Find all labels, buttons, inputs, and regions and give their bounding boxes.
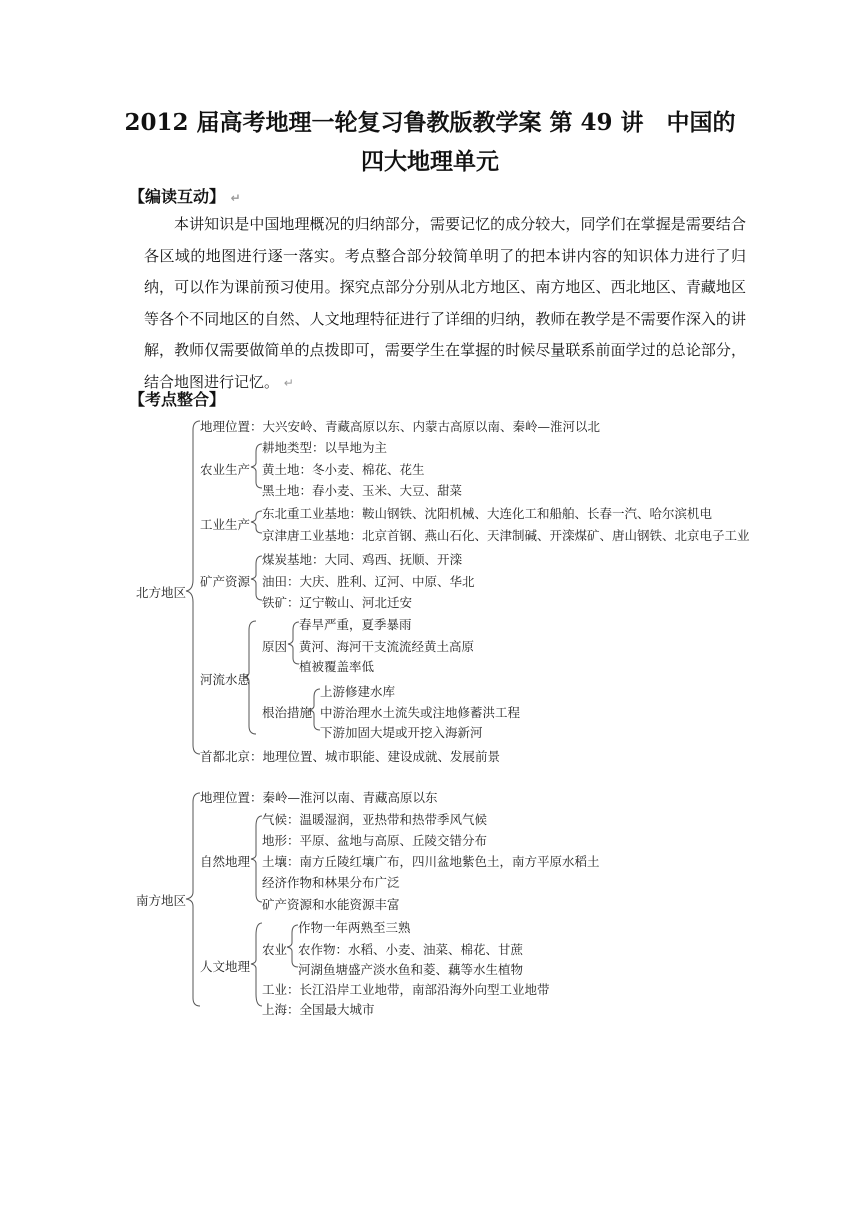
south-natural-item: 地形：平原、盆地与高原、丘陵交错分布 [262,833,488,848]
north-minerals-item: 煤炭基地：大同、鸡西、抚顺、开滦 [262,552,463,567]
north-agri-item: 黄土地：冬小麦、棉花、花生 [262,462,425,477]
south-natural-item: 矿产资源和水能资源丰富 [262,897,400,912]
south-agri-item: 河湖鱼塘盛产淡水鱼和菱、藕等水生植物 [298,962,524,977]
north-fix-label: 根治措施 [262,705,313,720]
south-industry: 工业：长江沿岸工业地带，南部沿海外向型工业地带 [262,982,550,997]
south-agri-label: 农业 [262,942,288,957]
north-capital: 首都北京：地理位置、城市职能、建设成就、发展前景 [200,749,501,764]
north-industry-label: 工业生产 [200,517,251,532]
south-shanghai: 上海：全国最大城市 [262,1002,375,1017]
north-river-label: 河流水患 [200,672,251,687]
page-title-line2: 四大地理单元 [361,148,499,175]
north-minerals-item: 油田：大庆、胜利、辽河、中原、华北 [262,574,475,589]
north-fix-item: 中游治理水土流失或注地修蓄洪工程 [320,705,521,720]
return-mark-icon: ↵ [283,375,294,390]
south-agri-item: 农作物：水稻、小麦、油菜、棉花、甘蔗 [298,942,524,957]
section-heading-summary: 【考点整合】 [129,390,226,409]
south-natural-item: 土壤：南方丘陵红壤广布，四川盆地紫色土，南方平原水稻土 [262,854,600,869]
section-heading-intro: 【编读互动】 ↵ [129,187,241,206]
south-natural-item: 气候：温暖湿润，亚热带和热带季风气候 [262,812,488,827]
return-mark-icon: ↵ [230,191,241,205]
north-cause-item: 植被覆盖率低 [299,659,375,674]
north-industry-item: 京津唐工业基地：北京首钢、燕山石化、天津制碱、开滦煤矿、唐山钢铁、北京电子工业 [262,528,750,543]
north-location: 地理位置：大兴安岭、青藏高原以东、内蒙古高原以南、秦岭—淮河以北 [200,419,601,434]
intro-text: 本讲知识是中国地理概况的归纳部分，需要记忆的成分较大，同学们在掌握是需要结合各区域的地图进行逐一落实。考点整合部分较简单明了的把本讲内容的知识体力进行了归纳，可以作为课前预习使用。探究点部分分别从北方地区、南方地区、西北地区、青藏地区等各个不同地区的自然、人文地理特征进行了详细的归纳，教师在教学是不需要作深入的讲解，教师仅需要做简单的点拨即可，需要学生在掌握的时候尽量联系前面学过的总论部分，结合地图进行记忆。 [144,215,746,391]
north-fix-item: 上游修建水库 [320,684,396,699]
north-cause-label: 原因 [262,639,288,654]
north-agri-item: 黑土地：春小麦、玉米、大豆、甜菜 [262,483,463,498]
south-natural-label: 自然地理 [200,854,251,869]
south-location: 地理位置：秦岭—淮河以南、青藏高原以东 [200,790,438,805]
north-minerals-label: 矿产资源 [200,574,251,589]
north-cause-item: 春旱严重，夏季暴雨 [299,617,412,632]
south-agri-item: 作物一年两熟至三熟 [298,920,411,935]
north-cause-item: 黄河、海河干支流流经黄土高原 [299,639,475,654]
north-fix-item: 下游加固大堤或开挖入海新河 [320,725,483,740]
north-industry-item: 东北重工业基地：鞍山钢铁、沈阳机械、大连化工和船舶、长春一汽、哈尔滨机电 [262,506,713,521]
south-region-label: 南方地区 [136,893,187,908]
south-natural-item: 经济作物和林果分布广泛 [262,875,400,890]
north-minerals-item: 铁矿：辽宁鞍山、河北迁安 [262,595,413,610]
north-agri-label: 农业生产 [200,462,251,477]
north-agri-item: 耕地类型：以旱地为主 [262,440,388,455]
north-region-label: 北方地区 [136,585,187,600]
page-title-line1: 2012 届高考地理一轮复习鲁教版教学案 第 49 讲 中国的 [124,109,736,136]
south-human-label: 人文地理 [200,959,251,974]
